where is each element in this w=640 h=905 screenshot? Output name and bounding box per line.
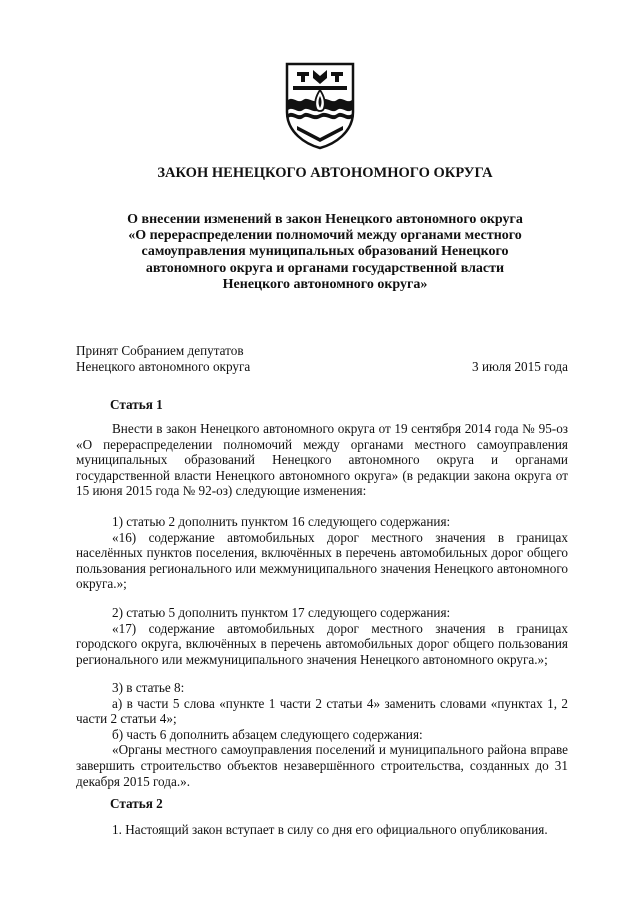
amendment-item-2 xyxy=(76,605,568,667)
text-line: «Органы местного самоуправления поселений и муниципального района вправе xyxy=(112,742,568,758)
text-line: округа.»; xyxy=(76,576,127,592)
text-line: пользования регионального или межмуниципального значения Ненецкого автономного xyxy=(76,560,568,576)
law-title: ЗАКОН НЕНЕЦКОГО АВТОНОМНОГО ОКРУГА xyxy=(157,165,493,181)
text-line: 1) статью 2 дополнить пунктом 16 следующего содержания: xyxy=(112,514,451,529)
text-line: муниципальных образований Ненецкого автономного округа и органами xyxy=(76,452,568,468)
text-line: «О перераспределении полномочий между органами местного самоуправления xyxy=(76,436,568,452)
subtitle-line: «О перераспределении полномочий между органами местного xyxy=(128,228,522,244)
article2-heading: Статья 2 xyxy=(110,796,163,811)
subtitle-line: самоуправления муниципальных образований Ненецкого xyxy=(141,244,509,260)
amendment-item-3 xyxy=(76,680,568,789)
amendment-item-1 xyxy=(76,514,568,592)
text-line: регионального или межмуниципального значения Ненецкого автономного округа.»; xyxy=(76,651,548,667)
coat-of-arms-emblem xyxy=(283,60,357,150)
text-line: части 2 статьи 4»; xyxy=(76,711,177,727)
text-line: завершить строительство объектов незавершённого строительства, созданных до 31 xyxy=(76,757,568,773)
adopted-by-line2: Ненецкого автономного округа xyxy=(76,358,251,374)
adoption-block xyxy=(76,343,568,374)
subtitle-line: автономного округа и органами государственной власти xyxy=(145,260,505,276)
text-line: б) часть 6 дополнить абзацем следующего содержания: xyxy=(112,726,423,742)
article1-intro xyxy=(76,421,568,499)
text-line: населённых пунктов поселения, включённых в перечень автомобильных дорог общего xyxy=(76,545,568,561)
law-subtitle xyxy=(80,212,570,293)
article1-heading: Статья 1 xyxy=(110,397,163,412)
text-line: Внести в закон Ненецкого автономного округа от 19 сентября 2014 года № 95-оз xyxy=(112,421,568,436)
text-line: а) в части 5 слова «пункте 1 части 2 статьи 4» заменить словами «пунктах 1, 2 xyxy=(112,695,568,711)
subtitle-line: О внесении изменений в закон Ненецкого автономного округа xyxy=(127,212,523,227)
subtitle-line: Ненецкого автономного округа» xyxy=(222,276,428,292)
text-line: 2) статью 5 дополнить пунктом 17 следующего содержания: xyxy=(112,605,451,620)
text-line: декабря 2015 года.». xyxy=(76,773,191,789)
text-line: государственной власти Ненецкого автономного округа» (в редакции закона округа от xyxy=(76,467,568,483)
adoption-date: 3 июля 2015 года xyxy=(472,358,568,374)
text-line: «17) содержание автомобильных дорог местного значения в границах xyxy=(112,620,568,636)
text-line: 1. Настоящий закон вступает в силу со дня его официального опубликования. xyxy=(112,822,548,837)
text-line: 3) в статье 8: xyxy=(112,680,185,695)
text-line: 15 июня 2015 года № 92-оз) следующие изменения: xyxy=(76,483,367,499)
text-line: городского округа, включённых в перечень автомобильных дорог общего пользования xyxy=(76,636,568,652)
text-line: «16) содержание автомобильных дорог местного значения в границах xyxy=(112,529,568,545)
adopted-by-line1: Принят Собранием депутатов xyxy=(76,343,244,358)
article2-item-1 xyxy=(76,822,568,838)
